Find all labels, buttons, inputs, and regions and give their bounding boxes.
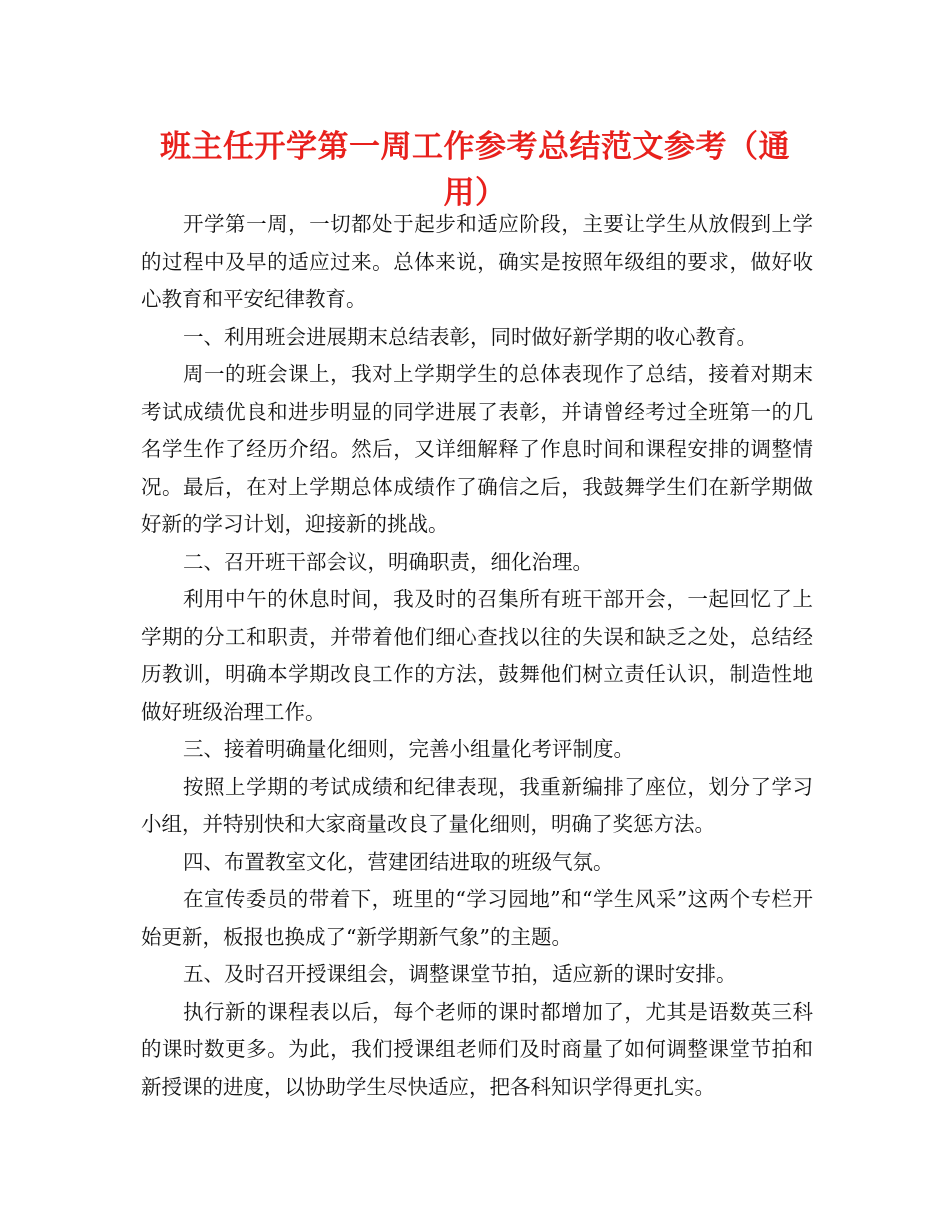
section-heading-5: 五、及时召开授课组会，调整课堂节拍，适应新的课时安排。 [183,962,737,986]
paragraph-intro: 开学第一周，一切都处于起步和适应阶段，主要让学生从放假到上学的过程中及早的适应过来。总体来说，确实是按照年级组的要求，做好收心教育和平安纪律教育。 [141,212,813,311]
paragraph-1: 周一的班会课上，我对上学期学生的总体表现作了总结，接着对期末考试成绩优良和进步明显的同学进展了表彰，并请曾经考过全班第一的几名学生作了经历介绍。然后，又详细解释了作息时间和课程安排的调整情况。最后，在对上学期总体成绩作了确信之后，我鼓舞学生们在新学期做好新的学习计划，迎接新的挑战。 [141,362,813,536]
section-heading-2: 二、召开班干部会议，明确职责，细化治理。 [183,549,594,574]
paragraph-5: 执行新的课程表以后，每个老师的课时都增加了，尤其是语数英三科的课时数更多。为此，我们授课组老师们及时商量了如何调整课堂节拍和新授课的进度，以协助学生尽快适应，把各科知识学得更扎实。 [141,999,813,1099]
section-heading-3: 三、接着明确量化细则，完善小组量化考评制度。 [183,737,635,761]
paragraph-2: 利用中午的休息时间，我及时的召集所有班干部开会，一起回忆了上学期的分工和职责，并带着他们细心查找以往的失误和缺乏之处，总结经历教训，明确本学期改良工作的方法，鼓舞他们树立责任认识，制造性地做好班级治理工作。 [141,587,813,724]
section-heading-4: 四、布置教室文化，营建团结进取的班级气氛。 [183,849,614,874]
document-body [141,206,813,1106]
paragraph-4: 在宣传委员的带着下，班里的“学习园地”和“学生风采”这两个专栏开始更新，板报也换成了“新学期新气象”的主题。 [141,887,813,949]
paragraph-3: 按照上学期的考试成绩和纪律表现，我重新编排了座位，划分了学习小组，并特别快和大家商量改良了量化细则，明确了奖惩方法。 [141,774,813,836]
section-heading-1: 一、利用班会进展期末总结表彰，同时做好新学期的收心教育。 [183,324,758,349]
document-title: 班主任开学第一周工作参考总结范文参考（通用） [160,129,790,211]
